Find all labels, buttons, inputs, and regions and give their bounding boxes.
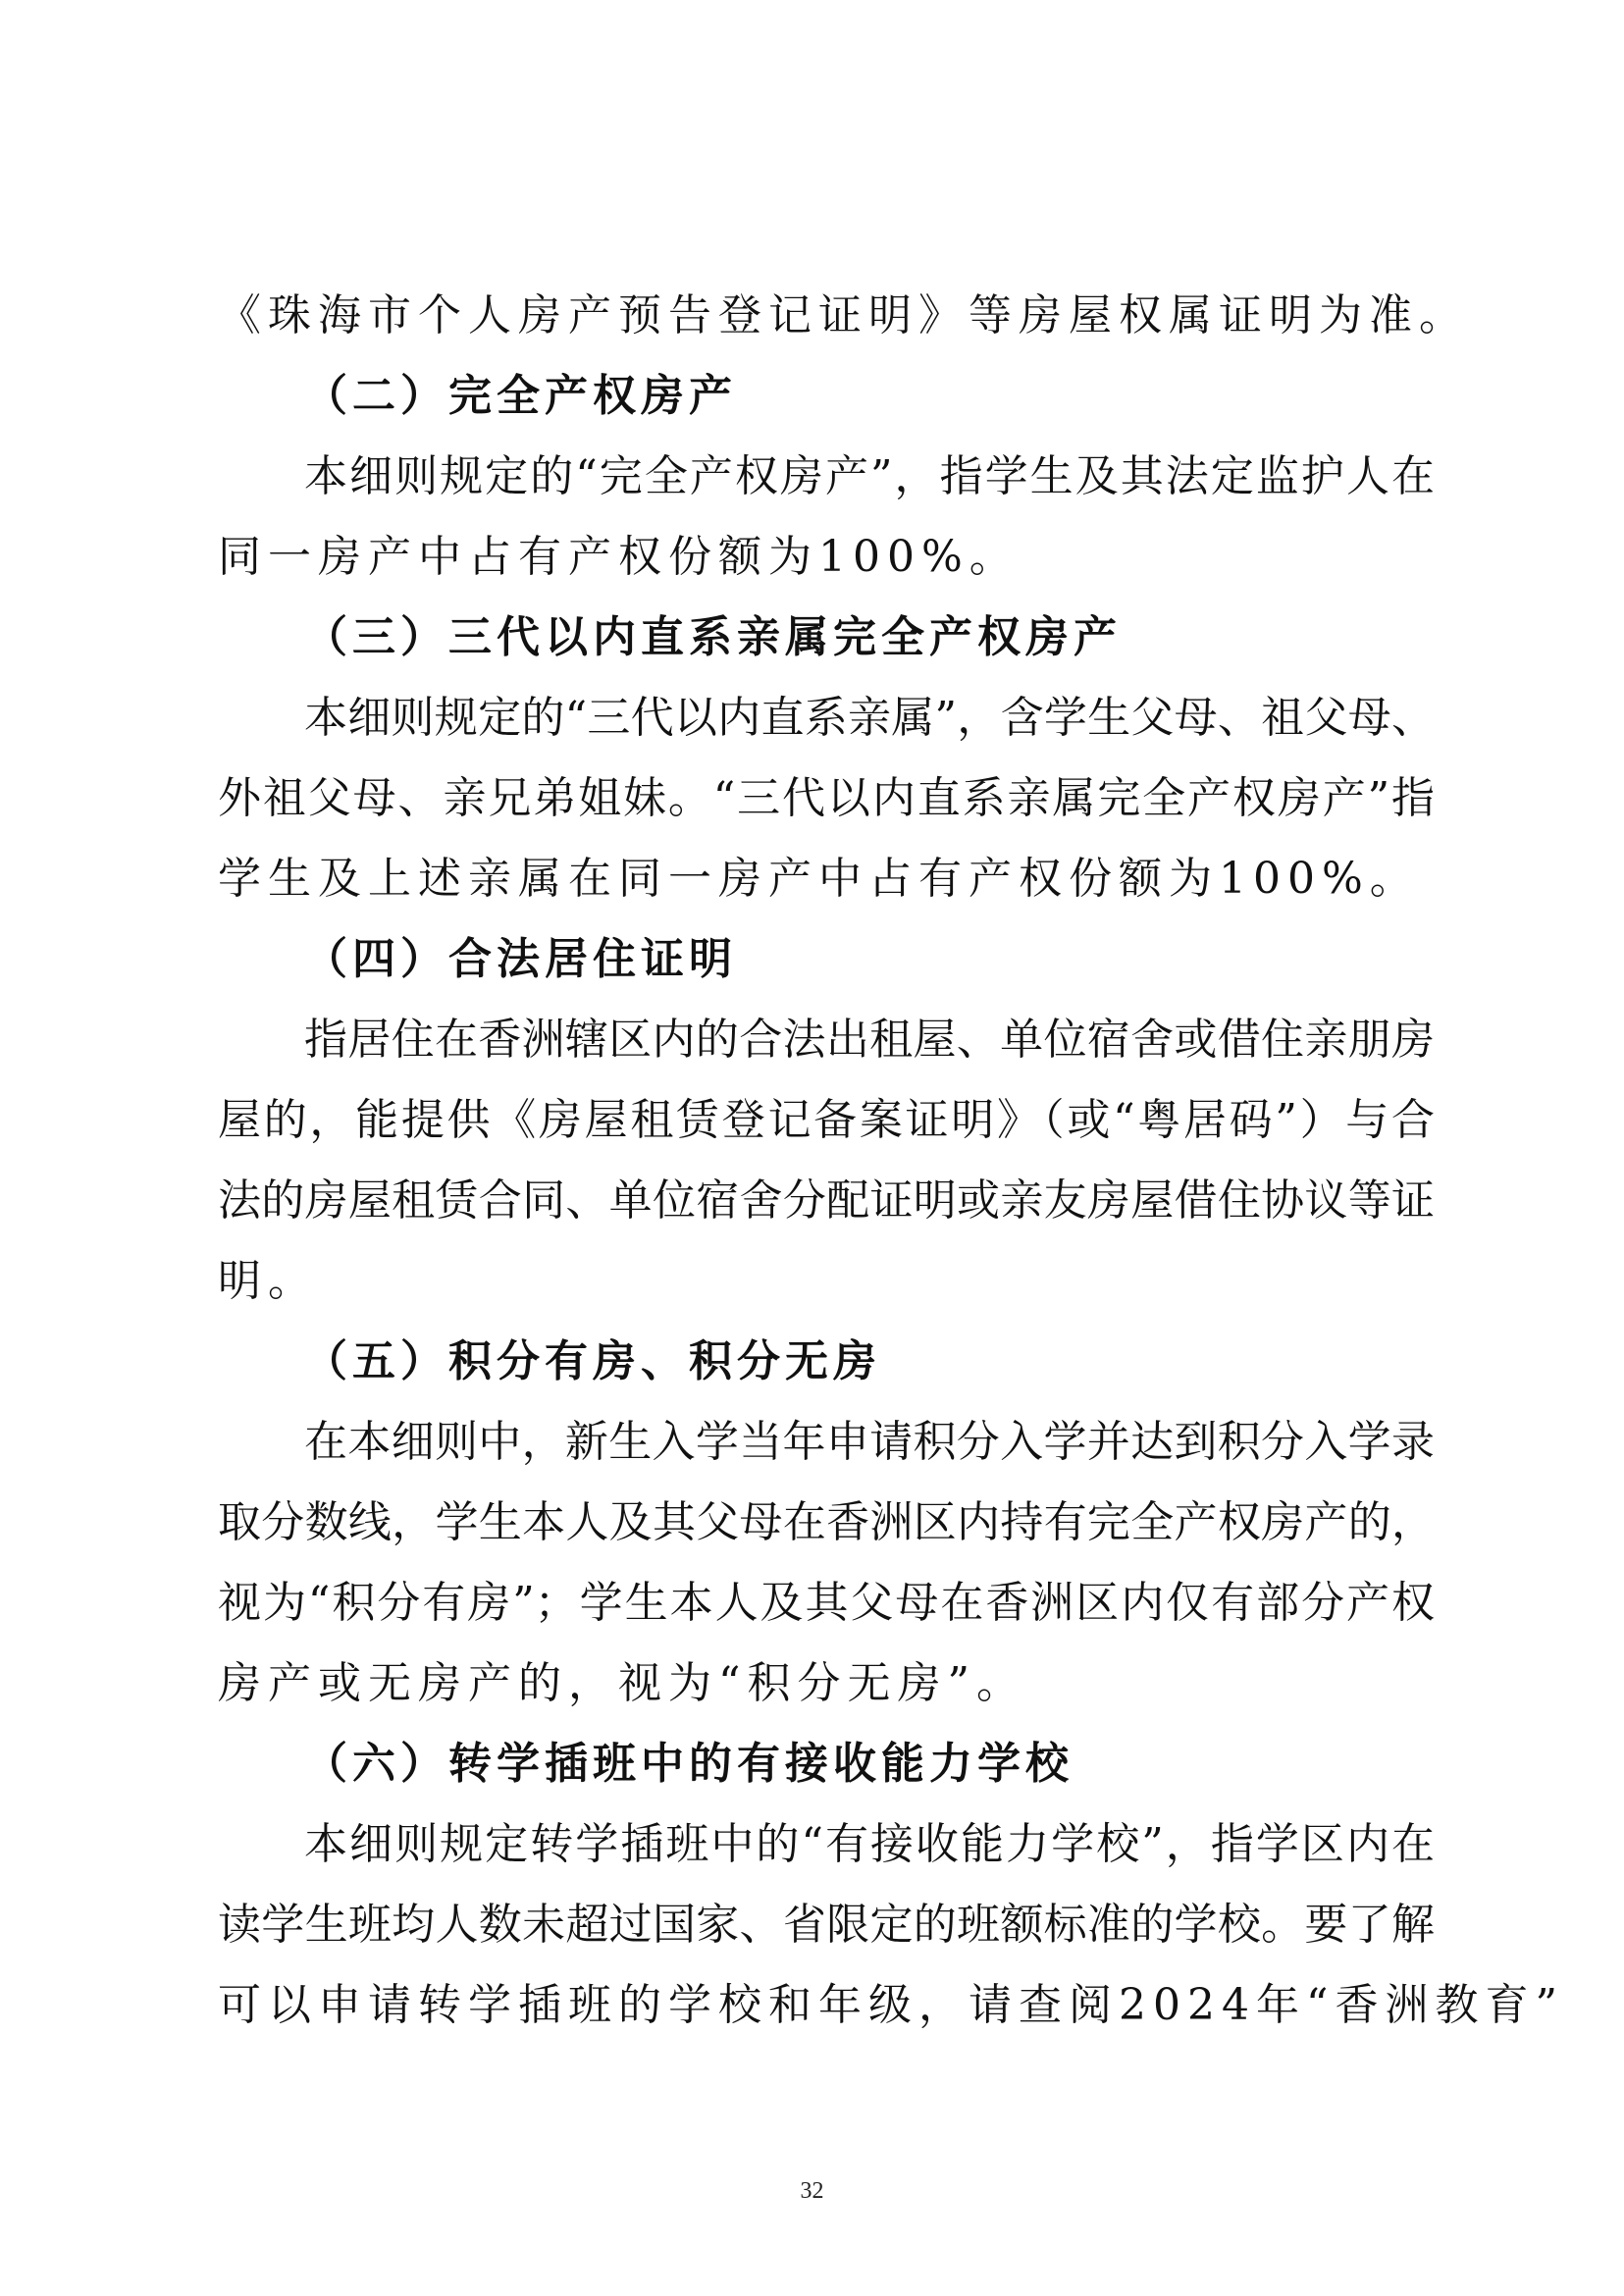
section-heading-5: （五）积分有房、积分无房 — [304, 1336, 881, 1386]
section-heading-4: （四）合法居住证明 — [304, 934, 737, 984]
body-line: 取分数线，学生本人及其父母在香洲区内持有完全产权房产的， — [218, 1497, 1435, 1547]
body-line: 屋的，能提供《房屋租赁登记备案证明》（或“粤居码”）与合 — [218, 1095, 1435, 1145]
body-line: 本细则规定转学插班中的“有接收能力学校”，指学区内在 — [304, 1819, 1435, 1869]
section-heading-3: （三）三代以内直系亲属完全产权房产 — [304, 612, 1122, 662]
body-line: 指居住在香洲辖区内的合法出租屋、单位宿舍或借住亲朋房 — [304, 1015, 1435, 1065]
body-line: 同一房产中占有产权份额为100%。 — [218, 532, 1020, 582]
section-heading-2: （二）完全产权房产 — [304, 371, 737, 421]
body-line: 明。 — [218, 1256, 318, 1306]
body-line: 本细则规定的“三代以内直系亲属”，含学生父母、祖父母、 — [304, 693, 1435, 743]
body-line: 法的房屋租赁合同、单位宿舍分配证明或亲友房屋借住协议等证 — [218, 1175, 1435, 1226]
body-line: 在本细则中，新生入学当年申请积分入学并达到积分入学录 — [304, 1417, 1435, 1467]
body-line: 房产或无房产的，视为“积分无房”。 — [218, 1658, 1026, 1708]
body-line: 外祖父母、亲兄弟姐妹。“三代以内直系亲属完全产权房产”指 — [218, 773, 1435, 823]
body-line: 读学生班均人数未超过国家、省限定的班额标准的学校。要了解 — [218, 1900, 1435, 1950]
page-number: 32 — [800, 2178, 824, 2204]
body-line: 可以申请转学插班的学校和年级，请查阅2024年“香洲教育” — [218, 1980, 1564, 2030]
section-heading-6: （六）转学插班中的有接收能力学校 — [304, 1739, 1074, 1789]
body-line: 《珠海市个人房产预告登记证明》等房屋权属证明为准。 — [218, 290, 1469, 340]
body-line: 视为“积分有房”；学生本人及其父母在香洲区内仅有部分产权 — [218, 1578, 1435, 1628]
body-line: 本细则规定的“完全产权房产”，指学生及其法定监护人在 — [304, 451, 1435, 501]
body-line: 学生及上述亲属在同一房产中占有产权份额为100%。 — [218, 854, 1420, 904]
